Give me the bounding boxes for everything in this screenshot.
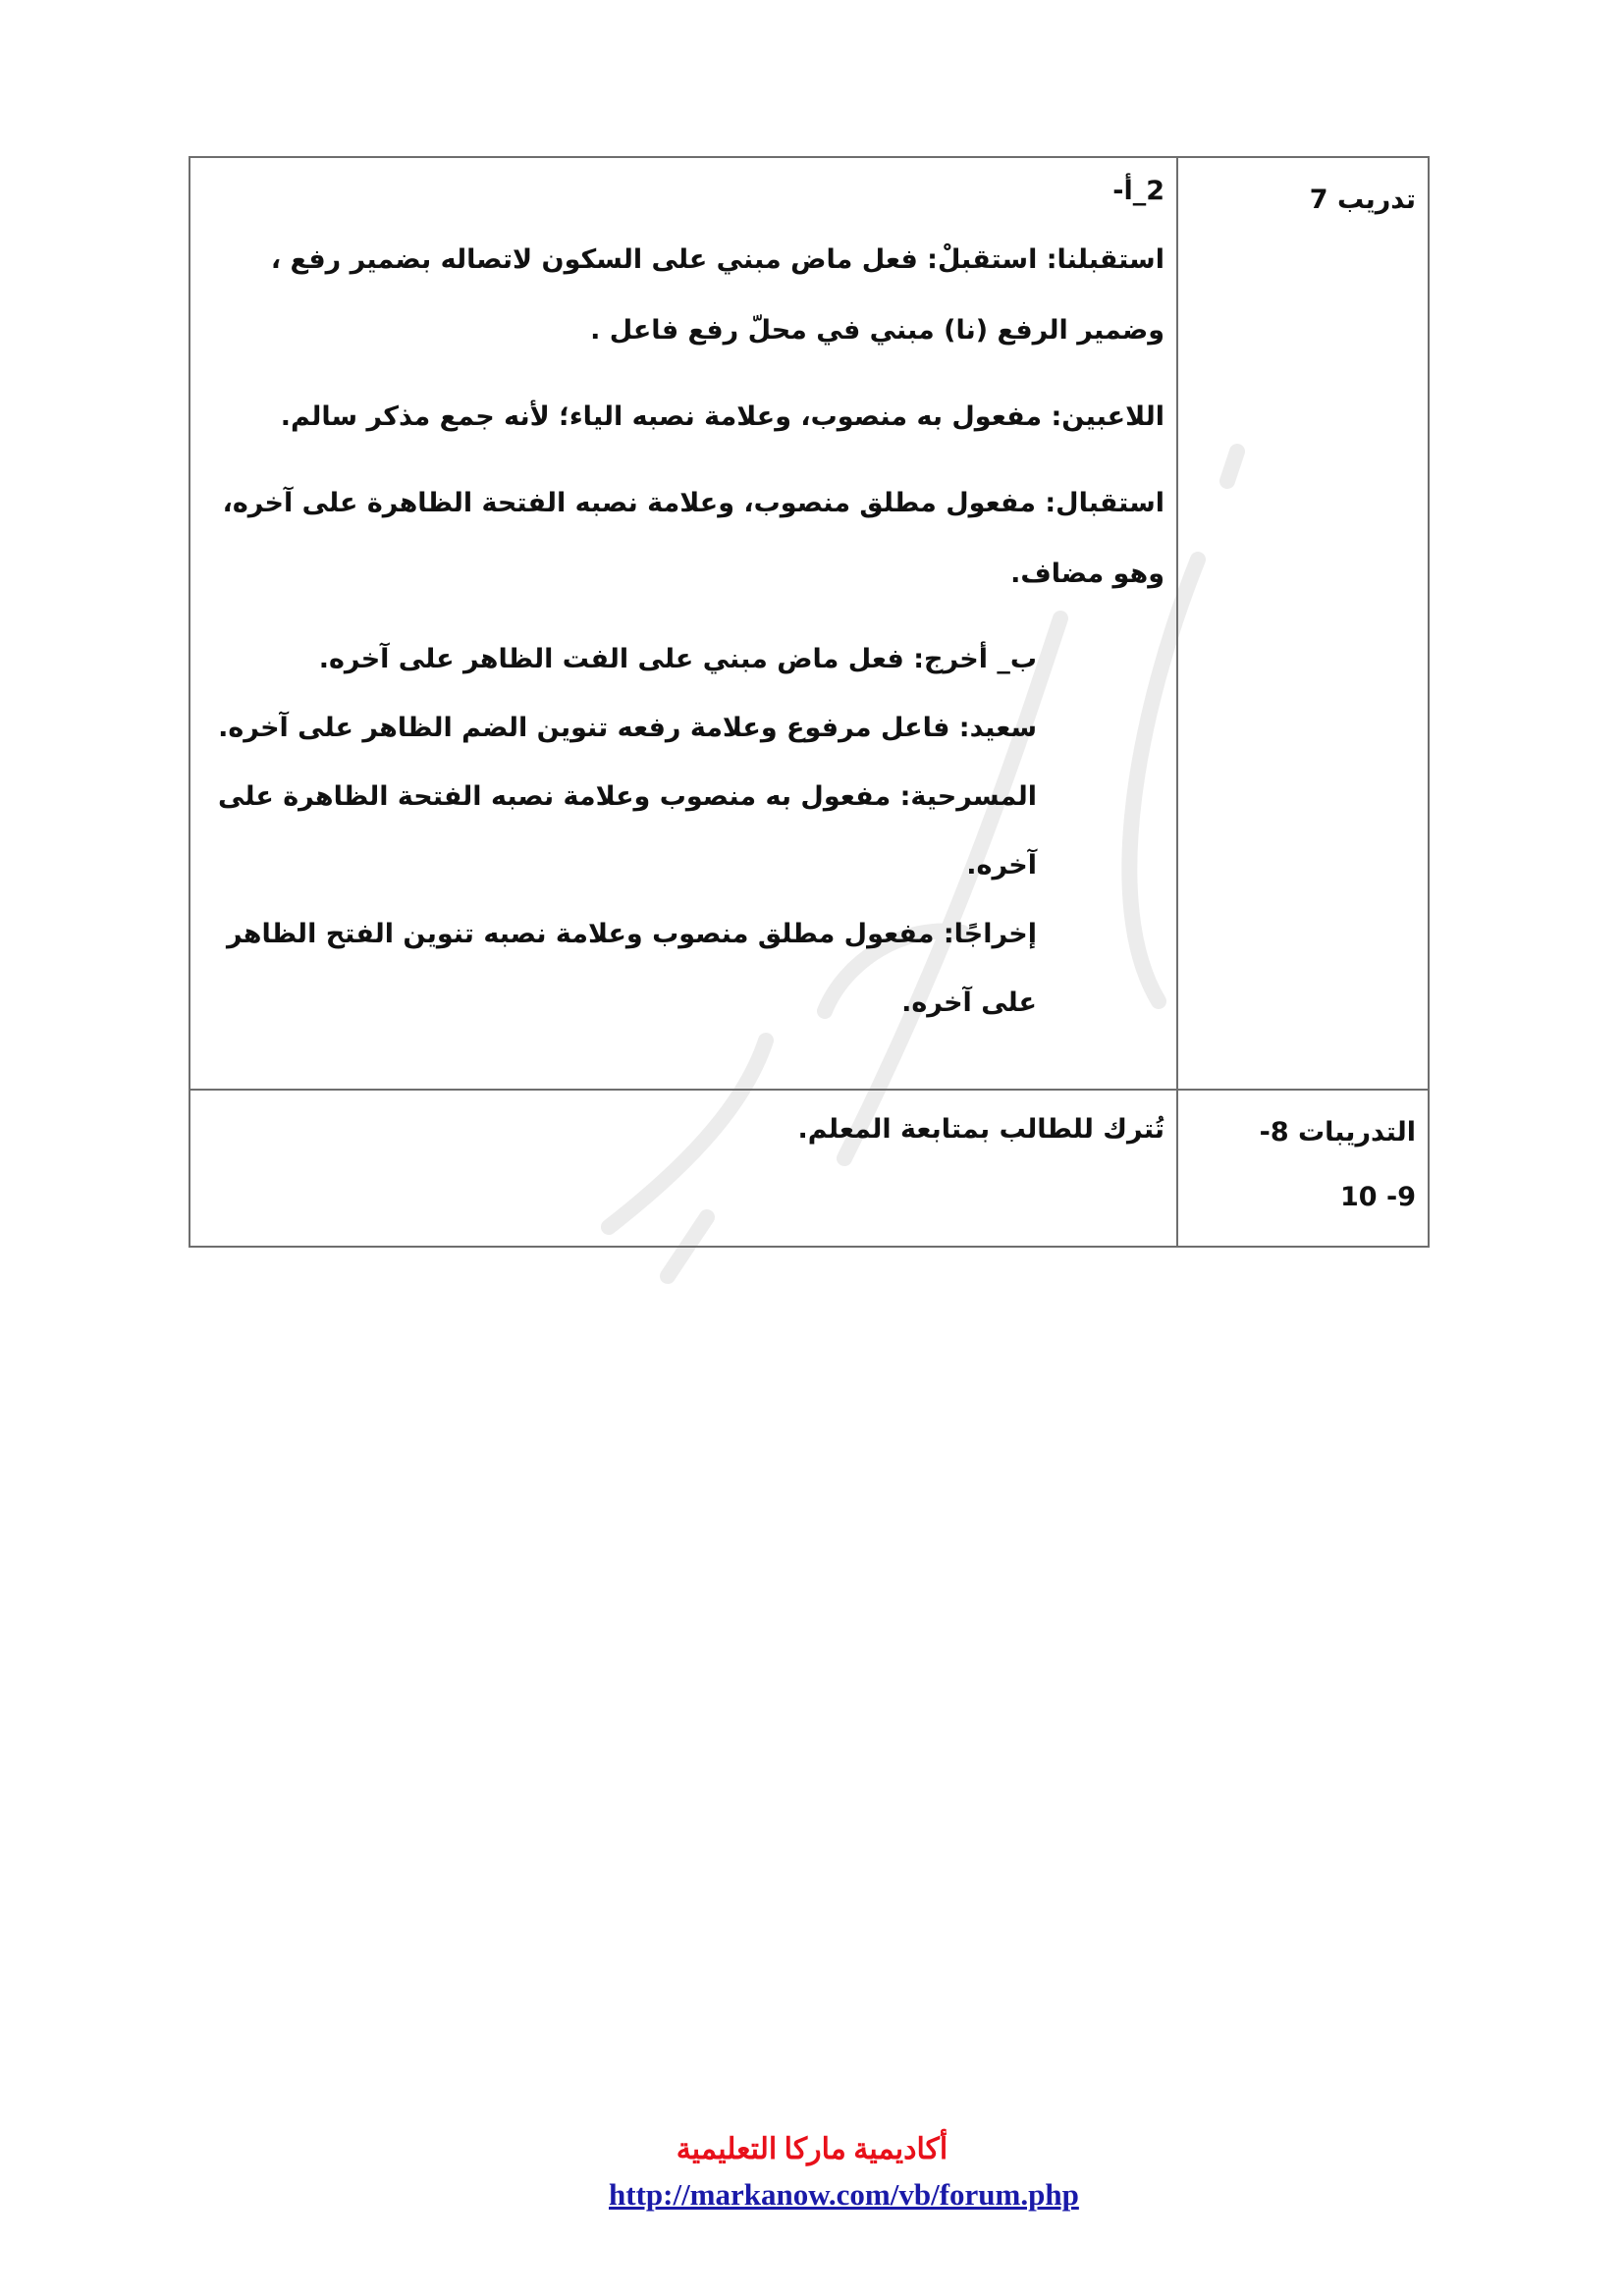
table-row <box>189 157 1429 1090</box>
answer-cell <box>189 1090 1177 1247</box>
exercise-label: تدريب 7 <box>1309 185 1416 215</box>
footer-forum-link[interactable]: http://markanow.com/vb/forum.php <box>609 2177 1079 2212</box>
part-b-block <box>202 625 1037 1038</box>
answer-cell <box>189 157 1177 1090</box>
part-b-line: المسرحية: مفعول به منصوب وعلامة نصبه الفتحة الظاهرة على آخره. <box>218 781 1037 881</box>
part-b-line: سعيد: فاعل مرفوع وعلامة رفعه تنوين الضم الظاهر على آخره. <box>218 713 1037 743</box>
answer-paragraph: استقبلنا: استقبلْ: فعل ماض مبني على السكون لاتصاله بضمير رفع ، وضمير الرفع (نا) مبني في محلّ رفع فاعل . <box>270 244 1164 346</box>
part-b-line: إخراجًا: مفعول مطلق منصوب وعلامة نصبه تنوين الفتح الظاهر على آخره. <box>226 919 1037 1018</box>
answer-paragraph: استقبال: مفعول مطلق منصوب، وعلامة نصبه الفتحة الظاهرة على آخره، وهو مضاف. <box>222 488 1164 589</box>
footer-brand-name: أكاديمية ماركا التعليمية <box>676 2133 948 2165</box>
exercise-label-cell <box>1177 1090 1429 1247</box>
answer-paragraph: اللاعبين: مفعول به منصوب، وعلامة نصبه الياء؛ لأنه جمع مذكر سالم. <box>280 401 1164 432</box>
table-row <box>189 1090 1429 1247</box>
exercise-label: التدريبات 8- <box>1259 1117 1416 1148</box>
exercise-label-cell <box>1177 157 1429 1090</box>
part-a-heading: 2_أ- <box>1112 176 1164 206</box>
exercise-label-continued: 9- 10 <box>1340 1182 1416 1212</box>
part-b-line: ب_ أخرج: فعل ماض مبني على الفت الظاهر على آخره. <box>318 644 1037 674</box>
answers-table <box>189 156 1430 1248</box>
teacher-note: تُترك للطالب بمتابعة المعلم. <box>797 1114 1164 1145</box>
